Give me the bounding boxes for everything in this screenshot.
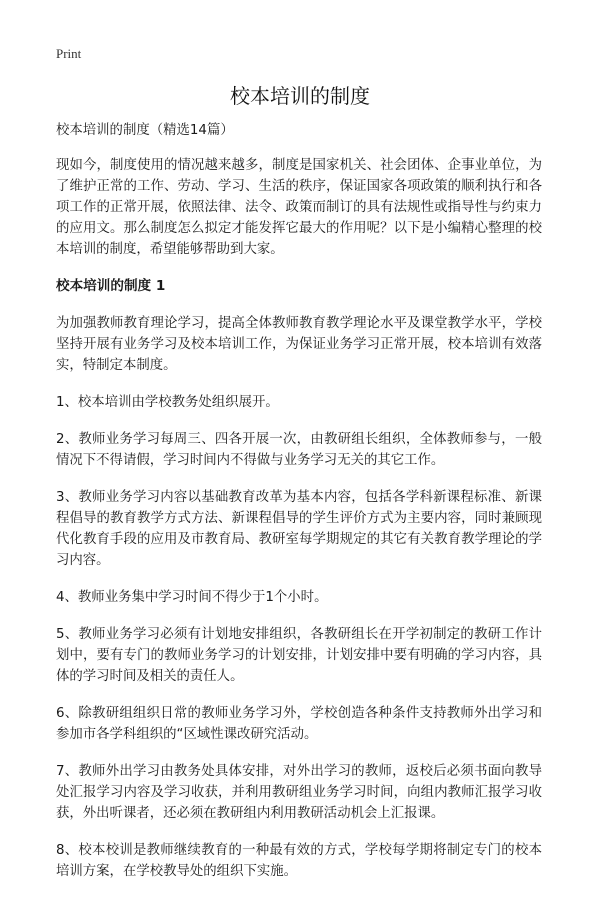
page-title: 校本培训的制度 xyxy=(230,84,370,108)
section-paragraph: 7、教师外出学习由教务处具体安排，对外出学习的教师，返校后必须书面向教导处汇报学习内容及学习收获，并利用教研组业务学习时间，向组内教师汇报学习收获，外出听课者，还必须在教研组内利用教研活动机会上汇报课。 xyxy=(56,764,542,821)
section-paragraph: 3、教师业务学习内容以基础教育改革为基本内容，包括各学科新课程标准、新课程倡导的教育教学方式方法、新课程倡导的学生评价方式为主要内容，同时兼顾现代化教育手段的应用及市教育局、教研室每学期规定的其它有关教育教学理论的学习内容。 xyxy=(56,490,542,568)
document-body xyxy=(56,120,542,898)
section-paragraph: 为加强教师教育理论学习，提高全体教师教育教学理论水平及课堂教学水平，学校坚持开展有业务学习及校本培训工作，为保证业务学习正常开展，校本培训有效落实，特制定本制度。 xyxy=(56,316,542,373)
section-paragraph: 8、校本校训是教师继续教育的一种最有效的方式，学校每学期将制定专门的校本培训方案，在学校教导处的组织下实施。 xyxy=(56,843,542,879)
section-paragraph: 5、教师业务学习必须有计划地安排组织，各教研组长在开学初制定的教研工作计划中，要有专门的教师业务学习的计划安排，计划安排中要有明确的学习内容，具体的学习时间及相关的责任人。 xyxy=(56,627,542,684)
section-paragraph: 6、除教研组组织日常的教师业务学习外，学校创造各种条件支持教师外出学习和参加市各学科组织的“区域性课改研究活动。 xyxy=(56,706,542,742)
section-paragraph: 2、教师业务学习每周三、四各开展一次，由教研组长组织，全体教师参与，一般情况下不得请假，学习时间内不得做与业务学习无关的其它工作。 xyxy=(56,432,542,468)
print-link[interactable]: Print xyxy=(56,46,82,61)
section-heading: 校本培训的制度 1 xyxy=(56,278,166,294)
section-paragraph: 4、教师业务集中学习时间不得少于1个小时。 xyxy=(56,590,328,605)
section-paragraph: 1、校本培训由学校教务处组织展开。 xyxy=(56,395,279,410)
intro-paragraph: 现如今，制度使用的情况越来越多，制度是国家机关、社会团体、企事业单位，为了维护正常的工作、劳动、学习、生活的秩序，保证国家各项政策的顺利执行和各项工作的正常开展，依照法律、法令、政策而制订的具有法规性或指导性与约束力的应用文。那么制度怎么拟定才能发挥它最大的作用呢？以下是小编精心整理的校本培训的制度，希望能够帮助到大家。 xyxy=(56,158,542,257)
document-subtitle: 校本培训的制度（精选14篇） xyxy=(56,123,234,138)
